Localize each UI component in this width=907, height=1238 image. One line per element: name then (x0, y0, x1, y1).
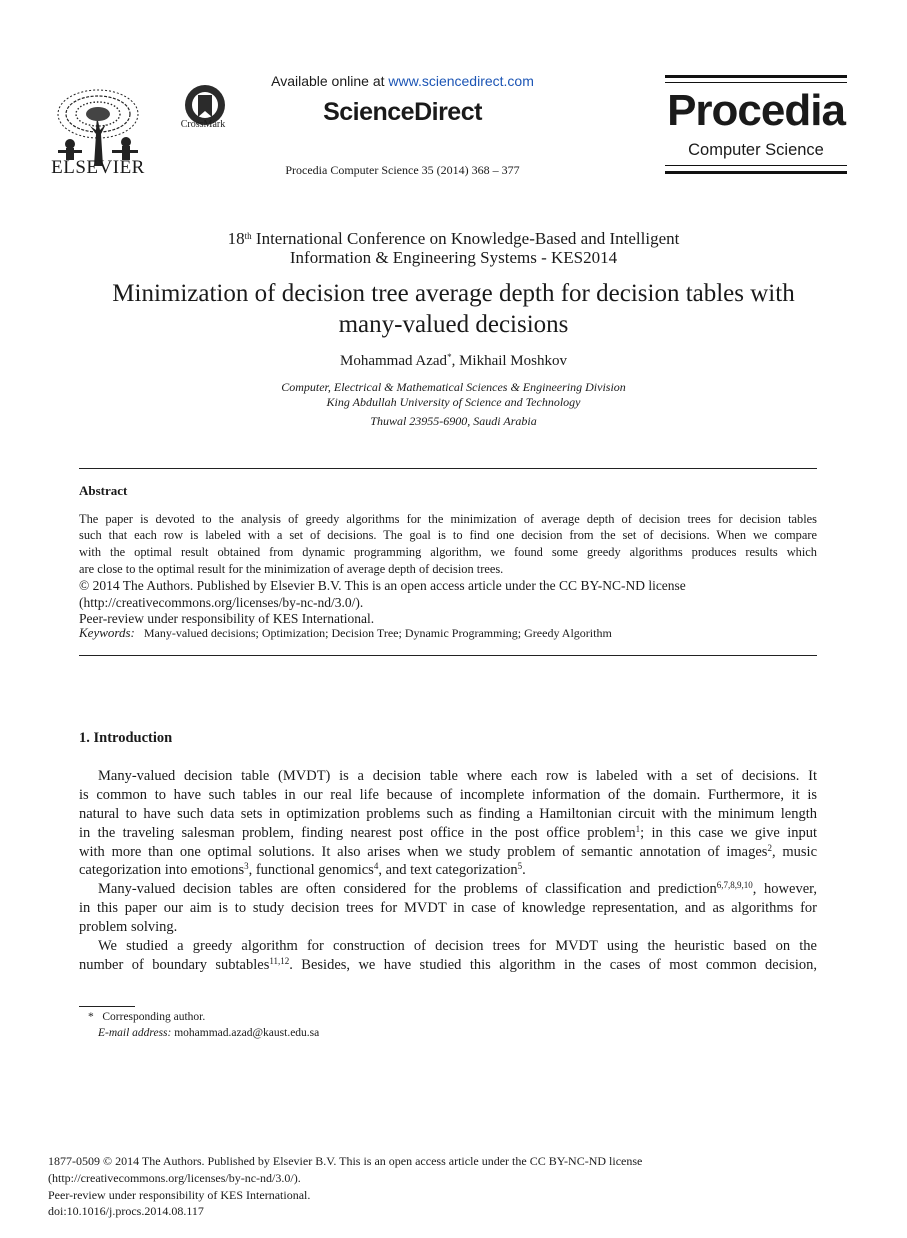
text-run: , and text categorization (378, 862, 518, 878)
text-run: . (522, 862, 526, 878)
paper-title: Minimization of decision tree average depth for decision tables with (112, 280, 795, 307)
citation[interactable]: 3 (244, 861, 249, 871)
citation[interactable]: 6,7,8,9,10 (716, 880, 753, 890)
footnote-corresponding (88, 1011, 205, 1023)
text-run: number of boundary subtables (79, 957, 270, 973)
citation[interactable]: 5 (517, 861, 523, 871)
body-text (98, 880, 817, 899)
issn-copyright: 1877-0509 © 2014 The Authors. Published by Elsevier B.V. This is an open access article under the CC BY-NC-ND license (48, 1154, 643, 1168)
sciencedirect-brand: ScienceDirect (323, 98, 482, 126)
text-run: categorization into emotions (79, 862, 245, 878)
keywords-label: Keywords: (79, 625, 135, 640)
sciencedirect-link[interactable]: www.sciencedirect.com (388, 73, 534, 89)
procedia-subtitle: Computer Science (688, 141, 824, 159)
keywords-list: Many-valued decisions; Optimization; Decision Tree; Dynamic Programming; Greedy Algorithm (143, 626, 612, 640)
citation[interactable]: 1 (635, 824, 641, 834)
text-run: . Besides, we have studied this algorithm in the cases of most common decision, (289, 957, 818, 973)
procedia-rule (665, 165, 847, 166)
body-text: We studied a greedy algorithm for construction of decision trees for MVDT using the heuristic based on the (98, 938, 817, 954)
footnote-rule (79, 1006, 135, 1007)
available-prefix: Available online at (271, 73, 389, 89)
paper-title: many-valued decisions (338, 311, 569, 338)
text-run: ; in this case we give input (640, 825, 817, 841)
affiliation: Computer, Electrical & Mathematical Sciences & Engineering Division (281, 380, 626, 394)
text-run: Many-valued decision tables are often considered for the problems of classification and prediction (98, 881, 717, 897)
footnote-email (98, 1027, 319, 1039)
text-run: , however, (752, 881, 817, 897)
text-run: in the traveling salesman problem, finding nearest post office in the post office problem (79, 825, 636, 841)
author-name: Mohammad Azad (340, 353, 448, 369)
body-text (79, 843, 817, 862)
affiliation: King Abdullah University of Science and Technology (326, 395, 581, 409)
elsevier-wordmark: ELSEVIER (51, 157, 145, 178)
body-text (79, 956, 817, 975)
procedia-rule (665, 171, 847, 174)
text-run: , music (771, 844, 818, 860)
body-text: Many-valued decision table (MVDT) is a decision table where each row is labeled with a set of decisions. It (98, 768, 817, 784)
text-run: with more than one optimal solutions. It also arises when we study problem of semantic annotation of images (79, 844, 768, 860)
abstract-text: The paper is devoted to the analysis of greedy algorithms for the minimization of average depth of decision trees for decision tables (79, 512, 817, 526)
peer-review-note: Peer-review under responsibility of KES International. (79, 611, 375, 626)
doi-link[interactable]: doi:10.1016/j.procs.2014.08.117 (48, 1204, 204, 1218)
corresponding-mark: * (447, 352, 452, 362)
divider (79, 655, 817, 656)
footnote-mark: * (88, 1011, 94, 1023)
body-text (79, 861, 817, 880)
affiliation: Thuwal 23955-6900, Saudi Arabia (370, 414, 537, 428)
abstract-heading: Abstract (79, 483, 128, 498)
email-address[interactable]: mohammad.azad@kaust.edu.sa (171, 1027, 320, 1039)
author-name: , Mikhail Moshkov (451, 353, 567, 369)
conference-name: International Conference on Knowledge-Based and Intelligent (251, 229, 680, 248)
citation[interactable]: 11,12 (269, 956, 290, 966)
text-run: , functional genomics (248, 862, 374, 878)
footnote-text: Corresponding author. (102, 1011, 206, 1023)
conference-ordinal: th (244, 231, 252, 241)
license-link[interactable]: (http://creativecommons.org/licenses/by-nc-nd/3.0/). (48, 1171, 301, 1185)
procedia-rule (665, 75, 847, 78)
divider (79, 468, 817, 469)
body-text: is common to have such tables in our real life because of incomplete information of the domain. Furthermore, it is (79, 787, 817, 803)
license-link[interactable]: (http://creativecommons.org/licenses/by-nc-nd/3.0/). (79, 595, 364, 610)
abstract-copyright: © 2014 The Authors. Published by Elsevier B.V. This is an open access article under the CC BY-NC-ND license (79, 578, 686, 593)
keywords (79, 625, 612, 641)
abstract-text: are close to the optimal result for the minimization of average depth of decision trees. (79, 562, 504, 576)
email-label: E-mail address: (98, 1027, 172, 1039)
abstract-text: with the optimal result obtained from dynamic programming algorithm, we found some greedy algorithms produces results which (79, 545, 817, 559)
conference-line: Information & Engineering Systems - KES2014 (289, 248, 618, 267)
conference-line (60, 229, 847, 249)
conference-number: 18 (227, 229, 245, 248)
peer-review-note: Peer-review under responsibility of KES International. (48, 1188, 311, 1202)
body-text: natural to have such data sets in optimization problems such as finding a Hamiltonian circuit with the minimum length (79, 806, 817, 822)
journal-reference: Procedia Computer Science 35 (2014) 368 – 377 (285, 163, 520, 177)
body-text: problem solving. (79, 919, 178, 935)
citation[interactable]: 4 (373, 861, 379, 871)
procedia-rule (665, 82, 847, 83)
body-text: in this paper our aim is to study decision trees for MVDT in case of knowledge representation, and as algorithms for (79, 900, 817, 916)
procedia-logo: Procedia (667, 86, 845, 135)
abstract-text: such that each row is labeled with a set of decisions. The goal is to find one decision from the set of decisions. When we compare (79, 528, 817, 542)
crossmark-label: CrossMark (180, 119, 226, 130)
citation[interactable]: 2 (767, 843, 772, 853)
body-text (79, 824, 817, 843)
available-online (250, 73, 555, 89)
section-heading: 1. Introduction (79, 730, 173, 746)
author-list (60, 353, 847, 370)
